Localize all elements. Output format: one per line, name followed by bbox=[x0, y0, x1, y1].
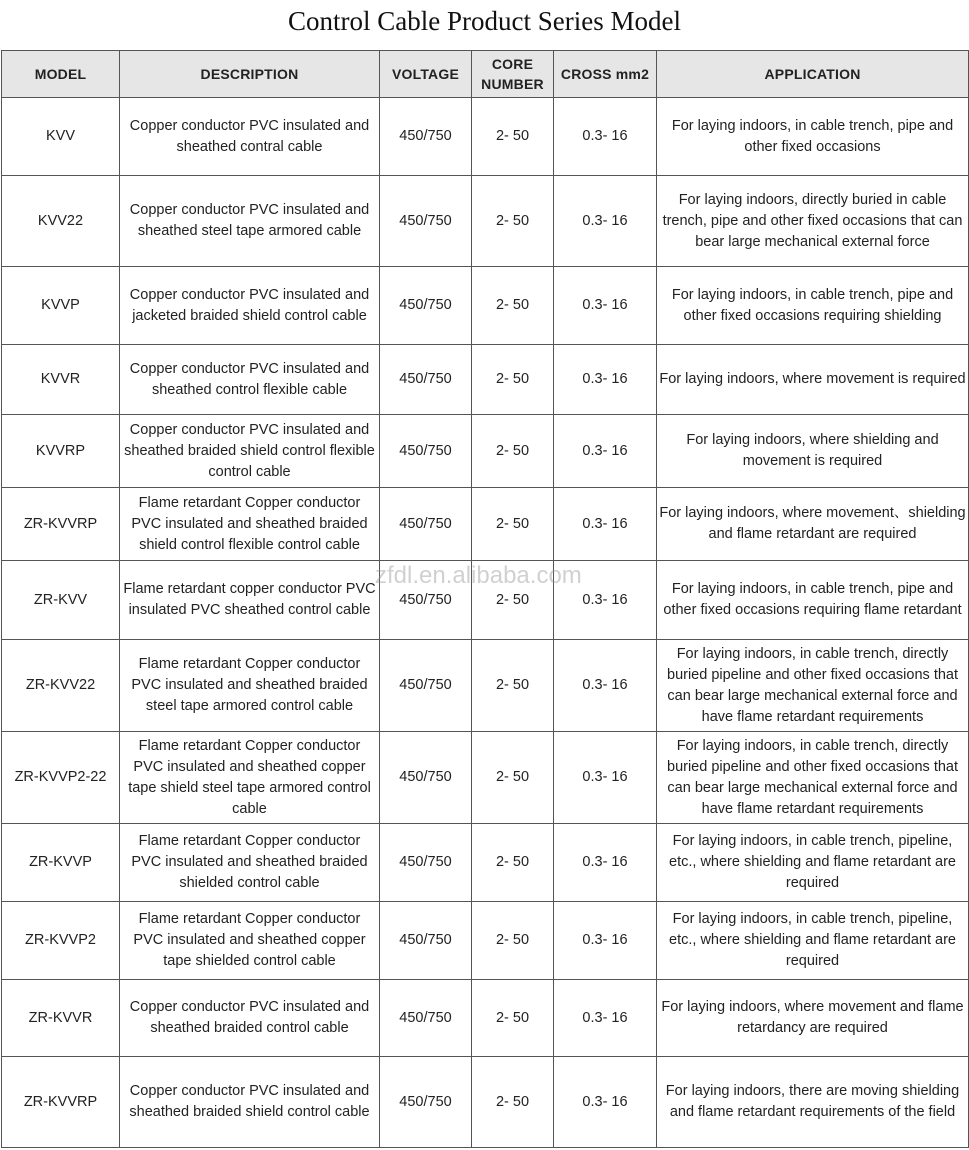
cell-application: For laying indoors, in cable trench, pipeline, etc., where shielding and flame retardant are required bbox=[657, 824, 969, 902]
cell-core-number: 2- 50 bbox=[472, 98, 554, 176]
cell-model: ZR-KVV22 bbox=[2, 640, 120, 732]
header-application: APPLICATION bbox=[657, 51, 969, 98]
cell-description: Flame retardant Copper conductor PVC insulated and sheathed braided shielded control cable bbox=[120, 824, 380, 902]
cell-model: KVV22 bbox=[2, 176, 120, 267]
cell-model: KVVR bbox=[2, 345, 120, 415]
cell-core-number: 2- 50 bbox=[472, 902, 554, 980]
cell-application: For laying indoors, where movement is required bbox=[657, 345, 969, 415]
table-row bbox=[2, 98, 969, 176]
cell-voltage: 450/750 bbox=[380, 345, 472, 415]
cell-description: Copper conductor PVC insulated and sheathed braided shield control flexible control cable bbox=[120, 415, 380, 488]
cell-application: For laying indoors, where movement and flame retardancy are required bbox=[657, 980, 969, 1057]
cell-voltage: 450/750 bbox=[380, 415, 472, 488]
header-cross: CROSS mm2 bbox=[554, 51, 657, 98]
cell-application: For laying indoors, in cable trench, pipeline, etc., where shielding and flame retardant are required bbox=[657, 902, 969, 980]
cell-voltage: 450/750 bbox=[380, 488, 472, 561]
table-row bbox=[2, 902, 969, 980]
cell-core-number: 2- 50 bbox=[472, 176, 554, 267]
cell-voltage: 450/750 bbox=[380, 640, 472, 732]
cell-model: ZR-KVVRP bbox=[2, 1057, 120, 1148]
header-core-number: CORE NUMBER bbox=[472, 51, 554, 98]
cell-model: ZR-KVVP bbox=[2, 824, 120, 902]
cell-voltage: 450/750 bbox=[380, 176, 472, 267]
cell-cross: 0.3- 16 bbox=[554, 267, 657, 345]
cell-cross: 0.3- 16 bbox=[554, 345, 657, 415]
header-voltage: VOLTAGE bbox=[380, 51, 472, 98]
cell-core-number: 2- 50 bbox=[472, 415, 554, 488]
cell-voltage: 450/750 bbox=[380, 732, 472, 824]
cell-core-number: 2- 50 bbox=[472, 1057, 554, 1148]
table-row bbox=[2, 732, 969, 824]
cell-description: Copper conductor PVC insulated and sheathed contral cable bbox=[120, 98, 380, 176]
cell-cross: 0.3- 16 bbox=[554, 902, 657, 980]
cell-voltage: 450/750 bbox=[380, 98, 472, 176]
cell-application: For laying indoors, directly buried in cable trench, pipe and other fixed occasions that can bear large mechanical external force bbox=[657, 176, 969, 267]
cell-model: ZR-KVVRP bbox=[2, 488, 120, 561]
cell-model: KVVP bbox=[2, 267, 120, 345]
table-row bbox=[2, 345, 969, 415]
table-header-row bbox=[2, 51, 969, 98]
cell-model: ZR-KVVR bbox=[2, 980, 120, 1057]
cell-description: Flame retardant Copper conductor PVC insulated and sheathed braided shield control flexible control cable bbox=[120, 488, 380, 561]
table-row bbox=[2, 561, 969, 640]
cell-description: Flame retardant Copper conductor PVC insulated and sheathed braided steel tape armored control cable bbox=[120, 640, 380, 732]
cell-description: Flame retardant Copper conductor PVC insulated and sheathed copper tape shielded control cable bbox=[120, 902, 380, 980]
cell-cross: 0.3- 16 bbox=[554, 1057, 657, 1148]
cell-model: ZR-KVVP2 bbox=[2, 902, 120, 980]
table-row bbox=[2, 415, 969, 488]
cell-cross: 0.3- 16 bbox=[554, 98, 657, 176]
table-row bbox=[2, 488, 969, 561]
cell-application: For laying indoors, in cable trench, directly buried pipeline and other fixed occasions that can bear large mechanical external force and have flame retardant requirements bbox=[657, 732, 969, 824]
cell-core-number: 2- 50 bbox=[472, 640, 554, 732]
page-title: Control Cable Product Series Model bbox=[288, 6, 681, 36]
cell-description: Copper conductor PVC insulated and sheathed braided shield control cable bbox=[120, 1057, 380, 1148]
cell-application: For laying indoors, in cable trench, pipe and other fixed occasions bbox=[657, 98, 969, 176]
cell-core-number: 2- 50 bbox=[472, 732, 554, 824]
cell-voltage: 450/750 bbox=[380, 267, 472, 345]
table-row bbox=[2, 640, 969, 732]
cell-application: For laying indoors, there are moving shielding and flame retardant requirements of the field bbox=[657, 1057, 969, 1148]
cell-voltage: 450/750 bbox=[380, 1057, 472, 1148]
cell-cross: 0.3- 16 bbox=[554, 732, 657, 824]
cell-model: ZR-KVV bbox=[2, 561, 120, 640]
product-table bbox=[1, 50, 969, 1148]
cell-description: Copper conductor PVC insulated and sheathed control flexible cable bbox=[120, 345, 380, 415]
cell-cross: 0.3- 16 bbox=[554, 415, 657, 488]
cell-application: For laying indoors, where movement、shielding and flame retardant are required bbox=[657, 488, 969, 561]
cell-voltage: 450/750 bbox=[380, 561, 472, 640]
cell-core-number: 2- 50 bbox=[472, 488, 554, 561]
watermark: zfdl.en.alibaba.com bbox=[375, 562, 582, 589]
cell-cross: 0.3- 16 bbox=[554, 488, 657, 561]
table-row bbox=[2, 1057, 969, 1148]
cell-cross: 0.3- 16 bbox=[554, 176, 657, 267]
table-row bbox=[2, 980, 969, 1057]
cell-cross: 0.3- 16 bbox=[554, 561, 657, 640]
cell-core-number: 2- 50 bbox=[472, 267, 554, 345]
cell-cross: 0.3- 16 bbox=[554, 640, 657, 732]
table-row bbox=[2, 267, 969, 345]
table-row bbox=[2, 824, 969, 902]
header-model: MODEL bbox=[2, 51, 120, 98]
cell-core-number: 2- 50 bbox=[472, 824, 554, 902]
cell-application: For laying indoors, in cable trench, pipe and other fixed occasions requiring shielding bbox=[657, 267, 969, 345]
header-description: DESCRIPTION bbox=[120, 51, 380, 98]
cell-application: For laying indoors, where shielding and movement is required bbox=[657, 415, 969, 488]
cell-description: Copper conductor PVC insulated and sheathed braided control cable bbox=[120, 980, 380, 1057]
cell-description: Flame retardant copper conductor PVC insulated PVC sheathed control cable bbox=[120, 561, 380, 640]
cell-core-number: 2- 50 bbox=[472, 561, 554, 640]
cell-model: KVVRP bbox=[2, 415, 120, 488]
cell-voltage: 450/750 bbox=[380, 980, 472, 1057]
table-row bbox=[2, 176, 969, 267]
cell-model: KVV bbox=[2, 98, 120, 176]
cell-voltage: 450/750 bbox=[380, 824, 472, 902]
cell-description: Flame retardant Copper conductor PVC insulated and sheathed copper tape shield steel tape armored control cable bbox=[120, 732, 380, 824]
cell-application: For laying indoors, in cable trench, pipe and other fixed occasions requiring flame retardant bbox=[657, 561, 969, 640]
cell-application: For laying indoors, in cable trench, directly buried pipeline and other fixed occasions that can bear large mechanical external force and have flame retardant requirements bbox=[657, 640, 969, 732]
cell-description: Copper conductor PVC insulated and sheathed steel tape armored cable bbox=[120, 176, 380, 267]
cell-description: Copper conductor PVC insulated and jacketed braided shield control cable bbox=[120, 267, 380, 345]
cell-voltage: 450/750 bbox=[380, 902, 472, 980]
cell-cross: 0.3- 16 bbox=[554, 824, 657, 902]
cell-cross: 0.3- 16 bbox=[554, 980, 657, 1057]
cell-core-number: 2- 50 bbox=[472, 345, 554, 415]
cell-core-number: 2- 50 bbox=[472, 980, 554, 1057]
cell-model: ZR-KVVP2-22 bbox=[2, 732, 120, 824]
